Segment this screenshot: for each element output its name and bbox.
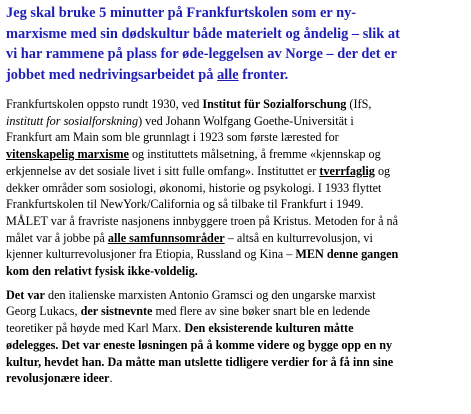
emphasis-kultur-hevdet-han: kultur, hevdet han. (6, 354, 105, 369)
institute-translation: institutt for sosialforskning (6, 113, 139, 128)
text-line (6, 146, 465, 163)
lead-line (6, 44, 465, 65)
lead-line (6, 24, 465, 45)
text-line (6, 337, 465, 354)
lead-text: marxisme med sin dødskultur både materielt og åndelig – slik at (6, 25, 400, 42)
emphasis-fysisk-ikke-voldelig: kom den relativt fysisk ikke-voldelig. (6, 264, 198, 279)
text-run: . (109, 371, 113, 386)
paragraph-frankfurtskolen (6, 96, 465, 280)
text-run: – altså en kulturrevolusjon, vi (224, 230, 373, 245)
text-line (6, 163, 465, 180)
text-line (6, 246, 465, 263)
lead-line (6, 3, 465, 24)
emphasis-alle-samfunnsomrader: alle samfunnsområder (107, 230, 225, 245)
text-run: kjenner kulturrevolusjoner fra Etiopia, Russland og Kina – (6, 247, 296, 262)
text-run: Frankfurtskolen oppsto rundt 1930, ved (6, 97, 203, 111)
lead-underlined-alle: alle (217, 66, 239, 83)
text-line (6, 96, 465, 113)
text-run: og instituttets målsetning, å fremme «kjennskap og (128, 147, 381, 162)
lead-paragraph (6, 3, 465, 85)
paragraph-gramsci-lukacs (6, 287, 465, 387)
emphasis-eksisterende-kulturen: Den eksisterende kulturen måtte (184, 321, 354, 336)
text-line (6, 230, 465, 247)
text-line (6, 303, 465, 320)
text-run: og (374, 163, 391, 178)
emphasis-der-sistnevnte: der sistnevnte (80, 304, 153, 319)
text-run: Georg Lukacs, (6, 304, 81, 319)
institute-name: Institut für Sozialforschung (202, 97, 347, 111)
text-run: ) ved Johann Wolfgang Goethe-Universität i (138, 113, 354, 128)
text-line (6, 354, 465, 371)
text-line (6, 263, 465, 280)
text-line (6, 129, 465, 146)
text-run: erkjennelse av det sosiale livet i sitt fulle omfang». Instituttet er (6, 163, 320, 178)
text-run: Frankfurt am Main som ble grunnlagt i 1923 som første lærested for (6, 130, 339, 145)
emphasis-utslette-verdier: Da måtte man utslette tidligere verdier for å få inn sine (104, 354, 394, 369)
text-line (6, 180, 465, 197)
text-line (6, 113, 465, 130)
emphasis-vitenskapelig-marxisme: vitenskapelig marxisme (6, 147, 129, 162)
text-run: dekker områder som sosiologi, økonomi, historie og psykologi. I 1933 flyttet (6, 180, 382, 195)
lead-text: Jeg skal bruke 5 minutter på Frankfurtskolen som er ny- (6, 5, 357, 21)
text-line (6, 196, 465, 213)
text-line (6, 320, 465, 337)
emphasis-revolusjonaere-ideer: revolusjonære ideer (6, 371, 110, 386)
emphasis-men-denne-gangen: MEN denne gangen (295, 247, 399, 262)
lead-text: jobbet med nedrivingsarbeidet på (6, 66, 218, 83)
lead-text: fronter. (238, 66, 289, 83)
text-run: MÅLET var å fravriste nasjonens innbyggere troen på Kristus. Metoden for å nå (6, 213, 399, 228)
text-run: målet var å jobbe på (6, 230, 108, 245)
text-run: (IfS, (346, 97, 372, 111)
text-run: med flere av sine bøker snart ble en ledende (152, 304, 371, 319)
lead-text: vi har rammene på plass for øde-leggelsen av Norge – der det er (6, 46, 397, 62)
emphasis-tverrfaglig: tverrfaglig (319, 163, 375, 178)
emphasis-odelegges: ødelegges. Det var eneste løsningen på å komme videre og bygge opp en ny (6, 337, 393, 352)
text-line (6, 213, 465, 230)
lead-line (6, 65, 465, 86)
text-run: teoretiker på høyde med Karl Marx. (6, 321, 185, 336)
text-run: Frankfurtskolen til NewYork/California og så tilbake til Frankfurt i 1949. (6, 197, 364, 212)
text-run: den italienske marxisten Antonio Gramsci og den ungarske marxist (44, 287, 376, 302)
text-line (6, 370, 465, 387)
emphasis-det-var: Det var (6, 287, 45, 302)
text-line (6, 287, 465, 304)
